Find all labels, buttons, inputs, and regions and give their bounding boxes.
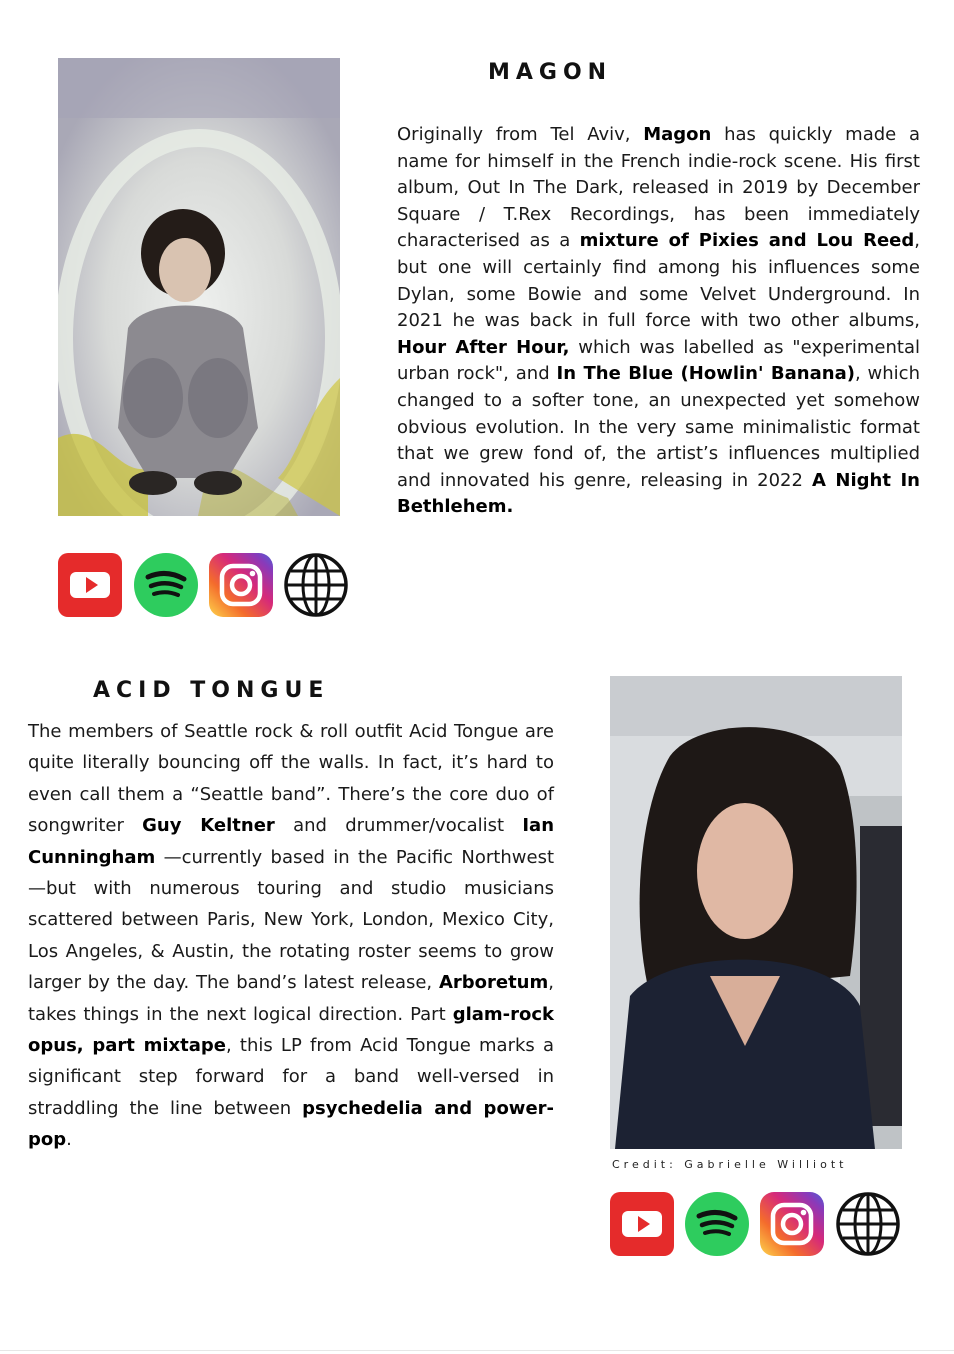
- spotify-icon: [134, 553, 198, 617]
- acid_tongue-highlight: Guy Keltner: [142, 815, 275, 837]
- acid_tongue-text: , this LP from Acid Tongue marks a significant step forward for a band well-versed in straddling the line between: [28, 1035, 555, 1119]
- instagram-icon: [760, 1192, 824, 1256]
- magon-highlight: Hour After Hour,: [397, 336, 570, 358]
- magon-highlight: A Night In Bethlehem.: [397, 469, 920, 518]
- magon-highlight: Magon: [643, 124, 712, 145]
- acid-tongue-spotify-link[interactable]: [685, 1192, 749, 1256]
- magon-website-link[interactable]: [284, 553, 348, 617]
- acid-tongue-bio: [28, 716, 554, 1156]
- acid_tongue-text: The members of Seattle rock & roll outfit Acid Tongue are quite literally bouncing off the walls. In fact, it’s hard to even call them a “Seattle band”. There’s the core duo of songwriter: [28, 721, 554, 837]
- magon-photo: [58, 58, 340, 516]
- youtube-icon: [610, 1192, 674, 1256]
- magon-text: has quickly made a name for himself in the French indie-rock scene. His first album, Out In The Dark, released in 2019 by December Square / T.Rex Recordings, has been immediately characterised as a: [397, 124, 920, 252]
- magon-title: MAGON: [488, 60, 613, 85]
- acid_tongue-highlight: Arboretum: [438, 972, 549, 994]
- acid-tongue-youtube-link[interactable]: [610, 1192, 674, 1256]
- instagram-icon: [209, 553, 273, 617]
- acid_tongue-text: .: [66, 1129, 72, 1151]
- acid_tongue-highlight: Ian Cunningham: [28, 815, 555, 868]
- acid_tongue-highlight: glam-rock opus, part mixtape: [28, 1003, 554, 1057]
- magon-youtube-link[interactable]: [58, 553, 122, 617]
- globe-icon: [836, 1192, 900, 1256]
- magon-highlight: In The Blue (Howlin' Banana): [556, 363, 855, 385]
- magon-instagram-link[interactable]: [209, 553, 273, 617]
- magon-bio: [397, 122, 920, 521]
- acid-tongue-website-link[interactable]: [836, 1192, 900, 1256]
- page-divider: [0, 1350, 954, 1351]
- magon-text: , which changed to a softer tone, an unexpected yet somehow obvious evolution. In the very same minimalistic format that we grew fond of, the artist’s influences multiplied and innovated his genre, releasing in 2022: [397, 363, 920, 491]
- youtube-icon: [58, 553, 122, 617]
- magon-text: Originally from Tel Aviv,: [397, 124, 644, 145]
- acid_tongue-highlight: psychedelia and power-pop: [28, 1097, 554, 1151]
- globe-icon: [284, 553, 348, 617]
- acid_tongue-text: —currently based in the Pacific Northwest—but with numerous touring and studio musicians scattered between Paris, New York, London, Mexico City, Los Angeles, & Austin, the rotating roster seems to grow larger by the day. The band’s latest release,: [28, 846, 554, 994]
- acid-tongue-instagram-link[interactable]: [760, 1192, 824, 1256]
- magon-highlight: mixture of Pixies and Lou Reed: [579, 230, 915, 252]
- magon-text: which was labelled as "experimental urban rock", and: [397, 336, 921, 385]
- acid_tongue-text: , takes things in the next logical direction. Part: [28, 972, 554, 1025]
- acid-tongue-photo: [610, 676, 902, 1149]
- magon-spotify-link[interactable]: [134, 553, 198, 617]
- acid_tongue-text: and drummer/vocalist: [274, 815, 523, 837]
- spotify-icon: [685, 1192, 749, 1256]
- magon-text: , but one will certainly find among his influences some Dylan, some Bowie and some Velvet Underground. In 2021 he was back in full force with two other albums,: [397, 230, 920, 332]
- photo-credit: Credit: Gabrielle Williott: [612, 1158, 848, 1171]
- acid-tongue-title: ACID TONGUE: [93, 678, 330, 703]
